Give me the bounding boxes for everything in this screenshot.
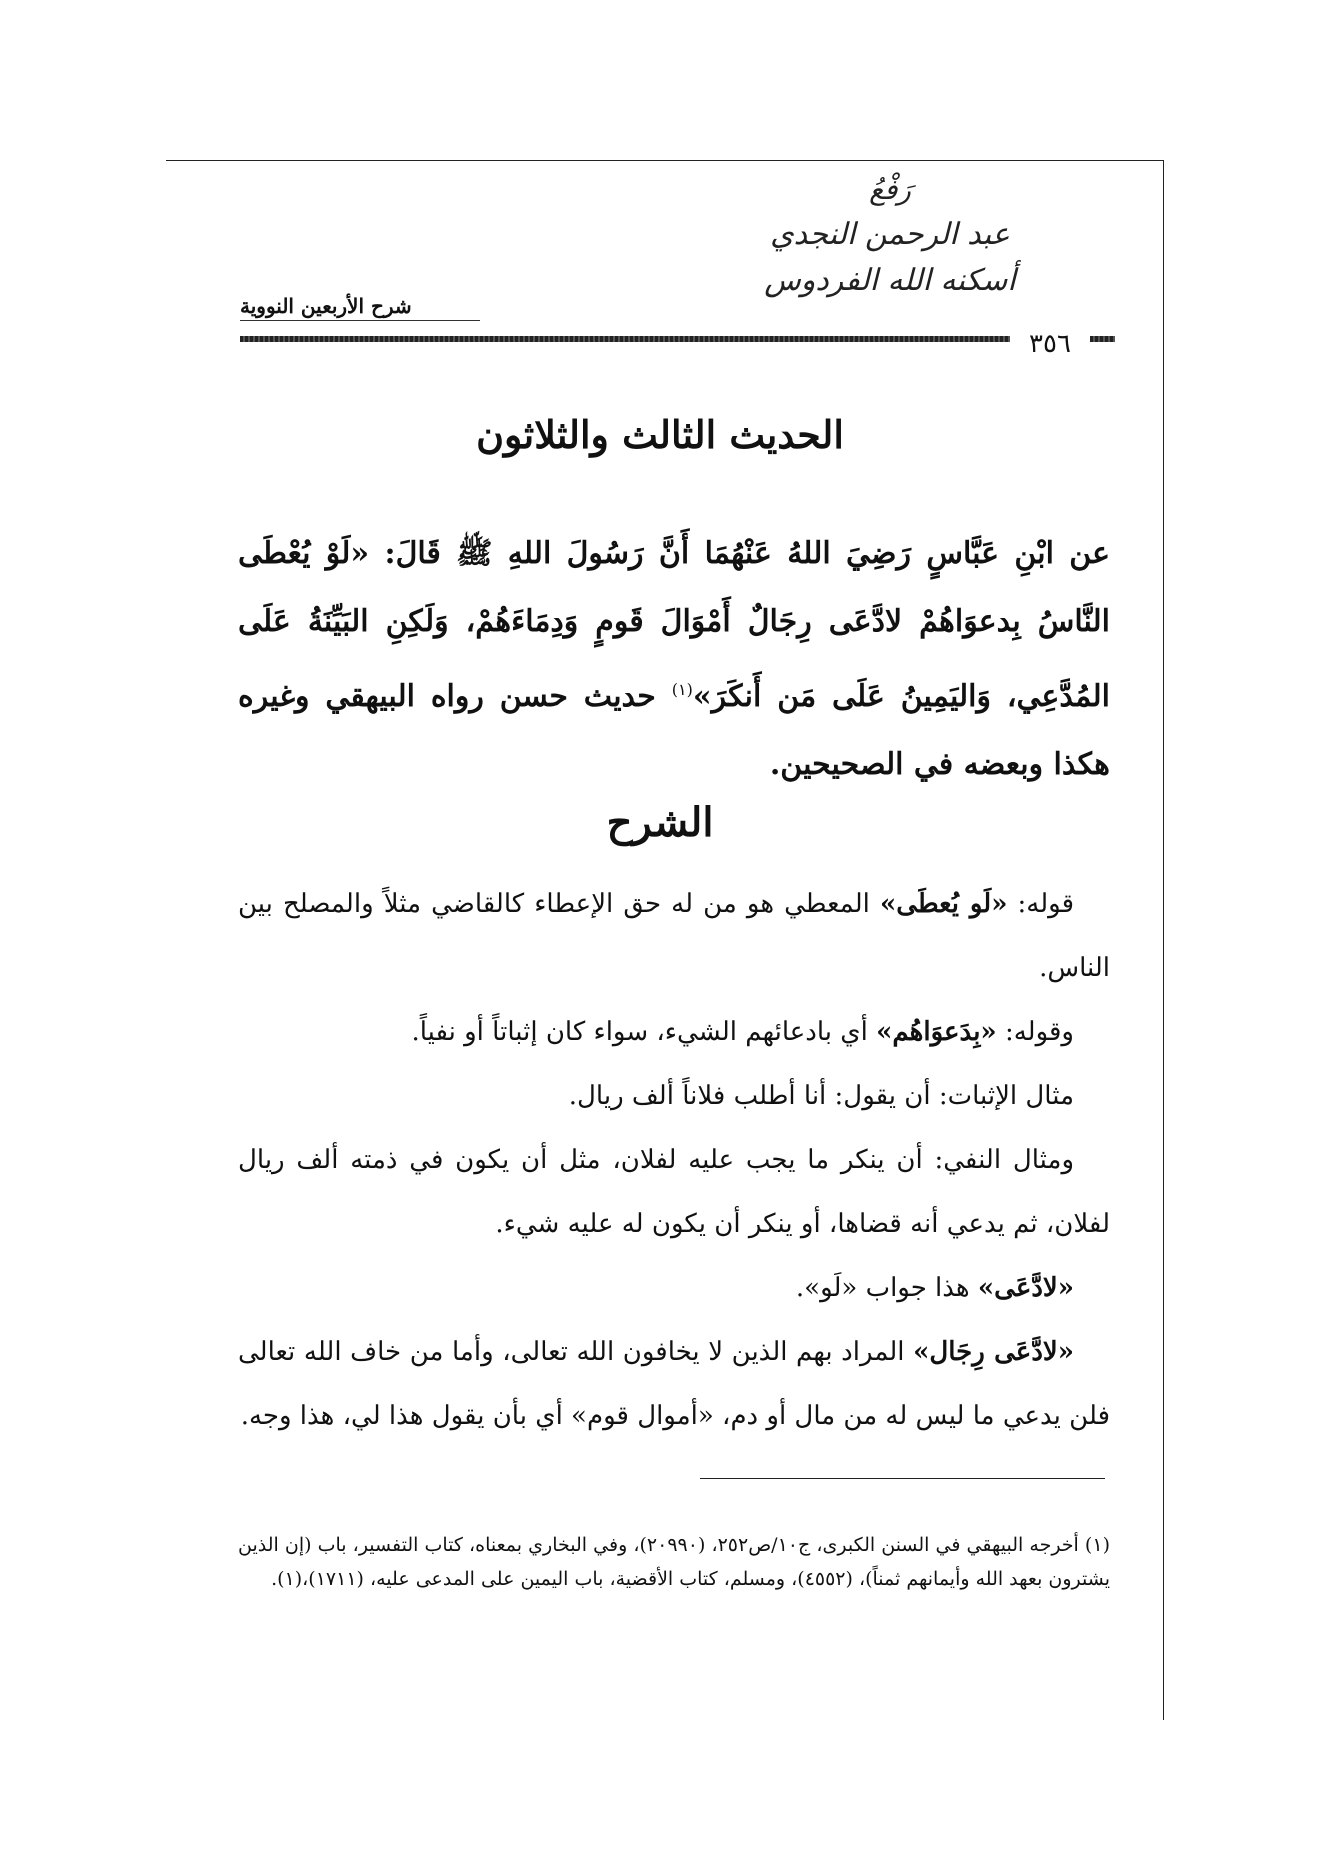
footnotes: [238, 1528, 1110, 1596]
paragraph-text: وقوله:: [996, 1017, 1074, 1047]
page-frame-right-border: [1163, 160, 1164, 1720]
running-title: شرح الأربعين النووية: [240, 292, 480, 321]
commentary-paragraph: [238, 1128, 1110, 1256]
footnote-item: (١) أخرجه البيهقي في السنن الكبرى، ج١٠/ص٢٥٢، (٢٠٩٩٠)، وفي البخاري بمعناه، كتاب التفسير، باب (إن الذين يشترون بعهد الله وأيمانهم ثمناً)، (٤٥٥٢)، ومسلم، كتاب الأقضية، باب اليمين على المدعى عليه، (١٧١١)،(١).: [238, 1534, 1110, 1590]
commentary-paragraph: [238, 872, 1110, 1000]
commentary-paragraph: [238, 1256, 1110, 1320]
commentary-heading: الشرح: [606, 799, 714, 846]
quoted-term: «لادَّعَى رِجَال»: [913, 1337, 1074, 1367]
stamp-line-1: رَفْعُ: [869, 173, 911, 206]
quoted-term: «بِدَعوَاهُم»: [876, 1017, 997, 1047]
hadith-text: [238, 520, 1110, 799]
commentary-paragraph: [238, 1320, 1110, 1448]
paragraph-text: المعطي هو من له حق الإعطاء كالقاضي مثلاً والمصلح بين الناس.: [238, 889, 1110, 983]
commentary-paragraph: [238, 1064, 1110, 1128]
quoted-term: «لادَّعَى»: [977, 1273, 1074, 1303]
page-number: ٣٥٦: [1010, 328, 1090, 360]
commentary-body: [238, 872, 1110, 1448]
paragraph-text: قوله:: [1007, 889, 1074, 919]
paragraph-text: المراد بهم الذين لا يخافون الله تعالى، وأما من خاف الله تعالى فلن يدعي ما ليس له من مال أو دم، «أموال قوم» أي بأن يقول هذا لي، هذا وجه.: [238, 1337, 1110, 1431]
page-frame-top-border: [166, 160, 1164, 161]
quoted-term: «لَو يُعطَى»: [879, 889, 1008, 919]
footnote-reference[interactable]: (١): [671, 680, 693, 699]
paragraph-text: مثال الإثبات: أن يقول: أنا أطلب فلاناً ألف ريال.: [568, 1081, 1074, 1111]
hadith-title: الحديث الثالث والثلاثون: [476, 412, 844, 457]
paragraph-text: هذا جواب «لَو».: [795, 1273, 978, 1303]
paragraph-text: ومثال النفي: أن ينكر ما يجب عليه لفلان، مثل أن يكون في ذمته ألف ريال لفلان، ثم يدعي أنه قضاها، أو ينكر أن يكون له عليه شيء.: [238, 1145, 1110, 1239]
hadith-body: عن ابْنِ عَبَّاسٍ رَضِيَ اللهُ عَنْهُمَا أَنَّ رَسُولَ اللهِ ﷺ قَالَ: «لَوْ يُعْطَى النَّاسُ بِدعوَاهُمْ لادَّعَى رِجَالٌ أَمْوَالَ قَومٍ وَدِمَاءَهُمْ، وَلَكِنِ البَيِّنَةُ عَلَى المُدَّعِي، وَاليَمِينُ عَلَى مَن أَنكَرَ»: [238, 536, 1110, 714]
ownership-stamp: [760, 168, 1020, 318]
footnote-separator: [700, 1478, 1105, 1479]
stamp-line-3: أسكنه الله الفردوس: [764, 263, 1016, 298]
stamp-line-2: عبد الرحمن النجدي: [770, 217, 1010, 252]
paragraph-text: أي بادعائهم الشيء، سواء كان إثباتاً أو نفياً.: [411, 1017, 877, 1047]
commentary-paragraph: [238, 1000, 1110, 1064]
header-rule: [240, 336, 1115, 342]
hadith-grading: حديث حسن رواه البيهقي وغيره هكذا وبعضه في الصحيحين.: [238, 679, 1110, 782]
